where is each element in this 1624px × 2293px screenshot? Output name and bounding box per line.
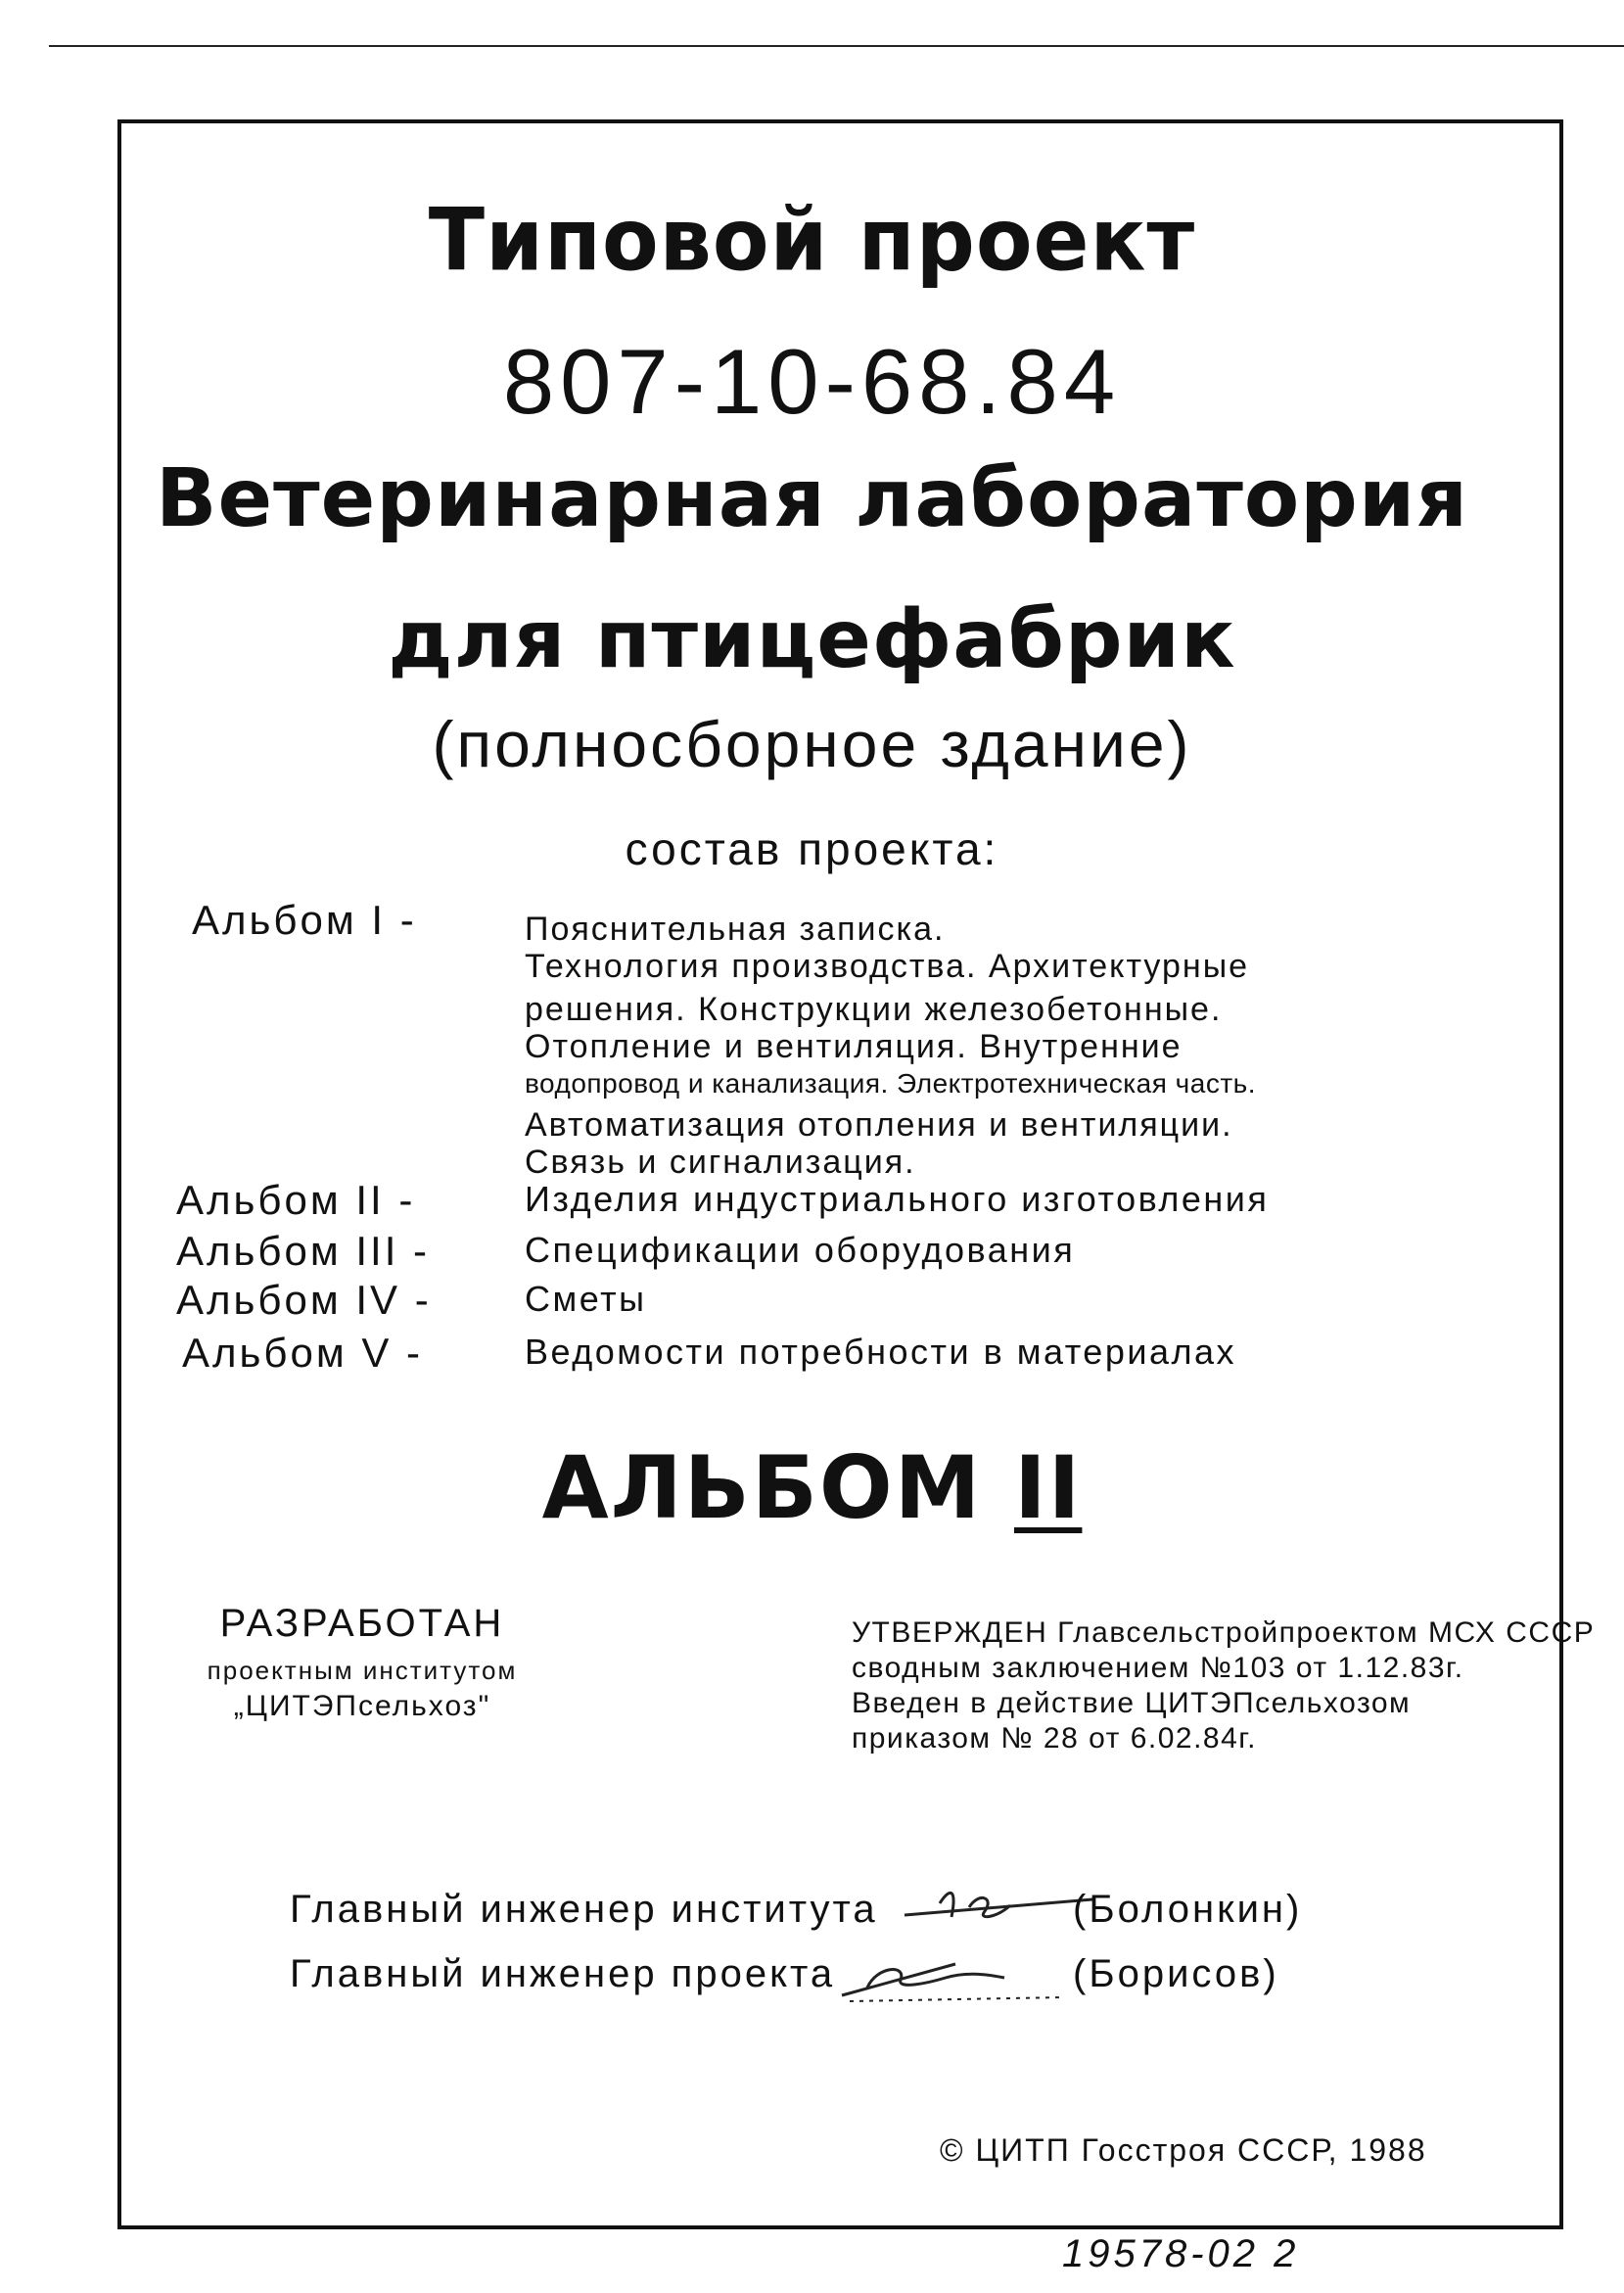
album-1-label: Альбом I - [192, 897, 417, 943]
signature-role: Главный инженер проекта [290, 1952, 836, 1995]
signature-row-chief-engineer-project [290, 1952, 835, 1996]
inventory-number: 19578-02 2 [1062, 2232, 1300, 2275]
album-2-description: Изделия индустриального изготовления [525, 1179, 1270, 1219]
album-1-description [525, 911, 1256, 1181]
album-5-label: Альбом V - [182, 1330, 424, 1376]
signature-name-institute: (Болонкин) [1073, 1888, 1303, 1931]
approval-block [852, 1615, 1595, 1756]
project-subtitle: (полносборное здание) [432, 708, 1192, 780]
album-1-line: Технология производства. Архитектурные [525, 948, 1250, 985]
composition-heading: состав проекта: [625, 823, 999, 874]
project-name-line1: Ветеринарная лаборатория [156, 452, 1468, 545]
album-1-line: Отопление и вентиляция. Внутренние [525, 1028, 1183, 1065]
album-2-label: Альбом II - [176, 1177, 416, 1223]
developer-block [108, 1602, 617, 1723]
album-1-line: Связь и сигнализация. [525, 1144, 916, 1181]
project-name-line2: для птицефабрик [388, 593, 1236, 686]
album-4-description: Сметы [525, 1279, 647, 1319]
approval-line: Введен в действие ЦИТЭПсельхозом [852, 1687, 1412, 1719]
album-1-line: Пояснительная записка. [525, 911, 946, 948]
current-album-title [0, 1437, 1624, 1538]
project-number: 807-10-68.84 [502, 330, 1122, 433]
approval-line: сводным заключением №103 от 1.12.83г. [852, 1652, 1464, 1684]
current-album-numeral: II [1013, 1437, 1083, 1538]
signature-row-chief-engineer-institute [290, 1888, 878, 1932]
signature-name-project: (Борисов) [1073, 1952, 1279, 1995]
developer-heading: РАЗРАБОТАН [219, 1602, 505, 1645]
developer-institute: „ЦИТЭПсельхоз" [233, 1690, 491, 1722]
album-3-description: Спецификации оборудования [525, 1230, 1076, 1270]
album-3-label: Альбом III - [176, 1228, 431, 1274]
album-1-line: водопровод и канализация. Электротехническая часть. [525, 1068, 1257, 1099]
album-1-line: решения. Конструкции железобетонные. [525, 991, 1223, 1028]
current-album-word: АЛЬБОМ [541, 1437, 983, 1538]
document-title: Типовой проект [428, 189, 1196, 291]
top-rule [49, 45, 1624, 47]
signature-mark-project [838, 1944, 1073, 2013]
signature-mark-institute [901, 1878, 1096, 1937]
copyright-notice: © ЦИТП Госстроя СССР, 1988 [940, 2132, 1427, 2168]
signature-role: Главный инженер института [290, 1888, 878, 1931]
approval-line: приказом № 28 от 6.02.84г. [852, 1722, 1257, 1755]
developer-subheading: проектным институтом [207, 1656, 518, 1685]
album-1-line: Автоматизация отопления и вентиляции. [525, 1106, 1233, 1144]
album-5-description: Ведомости потребности в материалах [525, 1332, 1237, 1372]
album-4-label: Альбом IV - [176, 1277, 432, 1323]
approval-line: УТВЕРЖДЕН Главсельстройпроектом МСХ СССР [852, 1616, 1596, 1649]
